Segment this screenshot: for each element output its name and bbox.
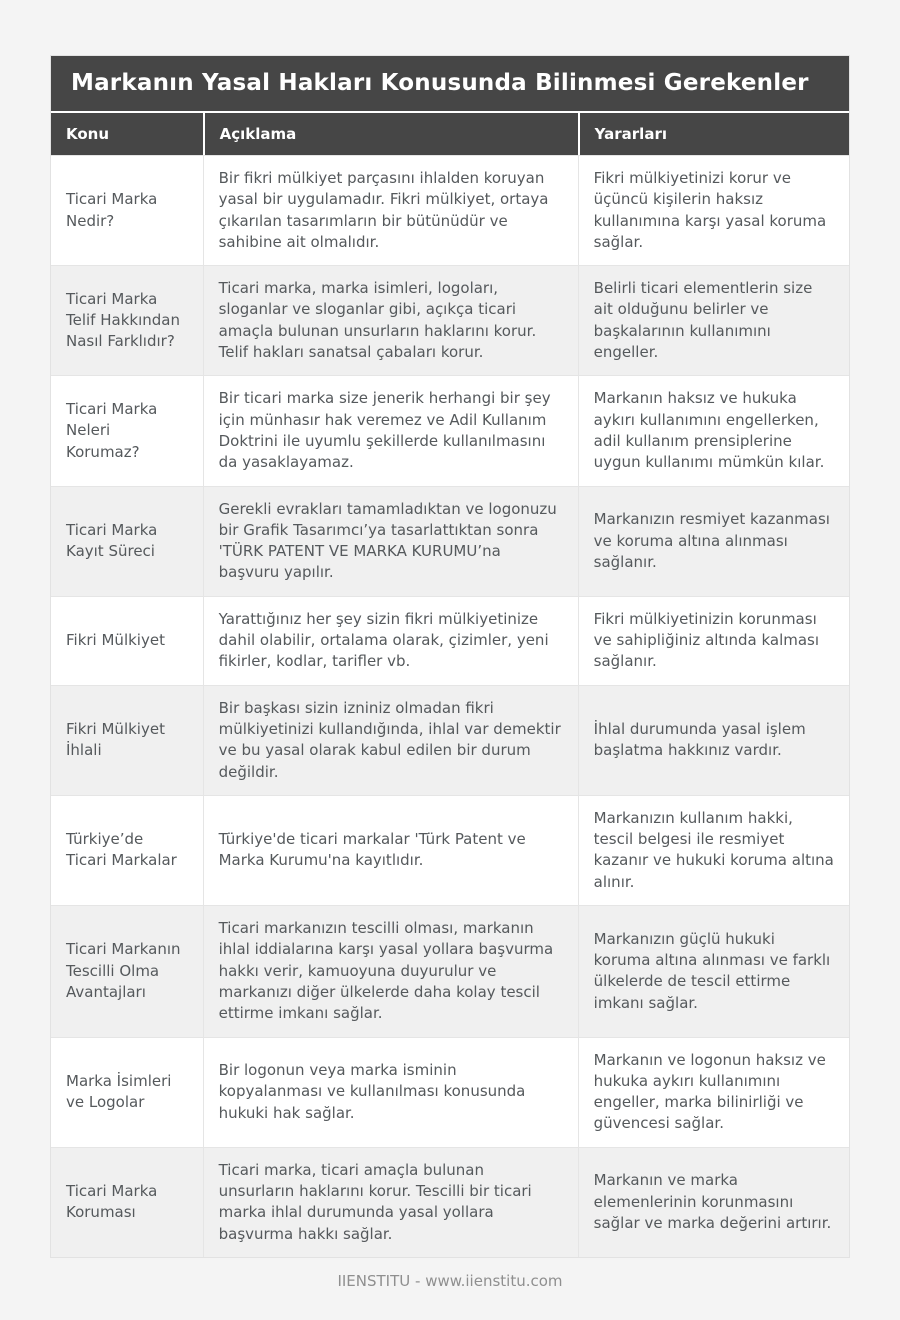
- table-cell-benefits: Markanın ve marka elemenlerinin korunmasını sağlar ve marka değerini artırır.: [578, 1148, 849, 1257]
- table-cell-benefits: Markanızın resmiyet kazanması ve koruma altına alınması sağlanır.: [578, 487, 849, 596]
- table-cell-topic: Fikri Mülkiyet İhlali: [66, 719, 165, 760]
- table-cell-description: Türkiye'de ticari markalar 'Türk Patent ve Marka Kurumu'na kayıtlıdır.: [203, 796, 578, 905]
- table-row: [51, 155, 849, 265]
- table-cell-benefits: Markanın ve logonun haksız ve hukuka aykırı kullanımını engeller, marka bilinirliği ve güvencesi sağlar.: [578, 1038, 849, 1147]
- table-cell-topic: Ticari Marka Telif Hakkından Nasıl Farklıdır?: [66, 289, 180, 351]
- table-cell-topic: Ticari Marka Neleri Korumaz?: [66, 400, 158, 461]
- table-cell-topic: Ticari Marka Nedir?: [66, 190, 158, 230]
- table-cell-description: Bir logonun veya marka isminin kopyalanması ve kullanılması konusunda hukuki hak sağlar.: [203, 1038, 578, 1147]
- page-title: Markanın Yasal Hakları Konusunda Bilinmesi Gerekenler: [51, 56, 849, 113]
- table-cell-description: Bir fikri mülkiyet parçasını ihlalden koruyan yasal bir uygulamadır. Fikri mülkiyet, ortaya çıkarılan tasarımların bir bütünüdür ve sahibine ait olmalıdır.: [203, 156, 578, 265]
- table-cell-benefits: Fikri mülkiyetinizi korur ve üçüncü kişilerin haksız kullanımına karşı yasal koruma sağlar.: [578, 156, 849, 265]
- table-cell-benefits: Belirli ticari elementlerin size ait olduğunu belirler ve başkalarının kullanımını engeller.: [578, 266, 849, 375]
- table-cell-topic: Ticari Marka Koruması: [66, 1181, 158, 1222]
- table-row: [51, 795, 849, 905]
- table-cell-description: Bir ticari marka size jenerik herhangi bir şey için münhasır hak veremez ve Adil Kullanım Doktrini ile uyumlu şekillerde kullanılmasını da yasaklayamaz.: [203, 376, 578, 485]
- document-card: [50, 0, 850, 1320]
- table-cell-topic: Ticari Marka Kayıt Süreci: [66, 520, 158, 561]
- table-cell-description: Ticari markanızın tescilli olması, markanın ihlal iddialarına karşı yasal yollara başvurma hakkı verir, kamuoyuna duyurulur ve markanızı diğer ülkelerde daha kolay tescil ettirme imkanı sağlar.: [203, 906, 578, 1036]
- table-header-row: [51, 113, 849, 155]
- table-cell-description: Yarattığınız her şey sizin fikri mülkiyetinize dahil olabilir, ortalama olarak, çizimler, yeni fikirler, kodlar, tarifler vb.: [203, 597, 578, 685]
- table-cell-topic: Fikri Mülkiyet: [66, 631, 165, 650]
- legal-rights-table: [50, 55, 850, 1258]
- column-header-yararlari: Yararları: [578, 113, 849, 155]
- table-cell-benefits: Fikri mülkiyetinizin korunması ve sahipliğiniz altında kalması sağlanır.: [578, 597, 849, 685]
- table-row: [51, 905, 849, 1036]
- table-cell-topic: Marka İsimleri ve Logolar: [66, 1071, 172, 1112]
- table-cell-description: Gerekli evrakları tamamladıktan ve logonuzu bir Grafik Tasarımcı’ya tasarlattıktan sonra 'TÜRK PATENT VE MARKA KURUMU’na başvuru yapılır.: [203, 487, 578, 596]
- table-cell-description: Bir başkası sizin izniniz olmadan fikri mülkiyetinizi kullandığında, ihlal var demektir ve bu yasal olarak kabul edilen bir durum değildir.: [203, 686, 578, 795]
- table-cell-benefits: Markanızın güçlü hukuki koruma altına alınması ve farklı ülkelerde de tescil ettirme imkanı sağlar.: [578, 906, 849, 1036]
- column-header-aciklama: Açıklama: [203, 113, 578, 155]
- table-cell-topic: Türkiye’de Ticari Markalar: [66, 830, 177, 870]
- table-row: [51, 1147, 849, 1257]
- column-header-konu: Konu: [66, 125, 110, 143]
- table-cell-benefits: Markanızın kullanım hakki, tescil belgesi ile resmiyet kazanır ve hukuki koruma altına alınır.: [578, 796, 849, 905]
- table-cell-benefits: Markanın haksız ve hukuka aykırı kullanımını engellerken, adil kullanım prensiplerine uygun kullanımı mümkün kılar.: [578, 376, 849, 485]
- table-cell-topic: Ticari Markanın Tescilli Olma Avantajları: [66, 940, 181, 1001]
- table-row: [51, 596, 849, 685]
- table-row: [51, 265, 849, 375]
- table-cell-description: Ticari marka, ticari amaçla bulunan unsurların haklarını korur. Tescilli bir ticari marka ihlal durumunda yasal yollara başvurma hakkı sağlar.: [203, 1148, 578, 1257]
- footer-text: IIENSTITU - www.iienstitu.com: [337, 1271, 563, 1290]
- table-row: [51, 486, 849, 596]
- table-row: [51, 685, 849, 795]
- table-row: [51, 375, 849, 485]
- table-cell-benefits: İhlal durumunda yasal işlem başlatma hakkınız vardır.: [578, 686, 849, 795]
- table-cell-description: Ticari marka, marka isimleri, logoları, sloganlar ve sloganlar gibi, açıkça ticari amaçla bulunan unsurların haklarını korur. Telif hakları sanatsal çabaları korur.: [203, 266, 578, 375]
- table-row: [51, 1037, 849, 1147]
